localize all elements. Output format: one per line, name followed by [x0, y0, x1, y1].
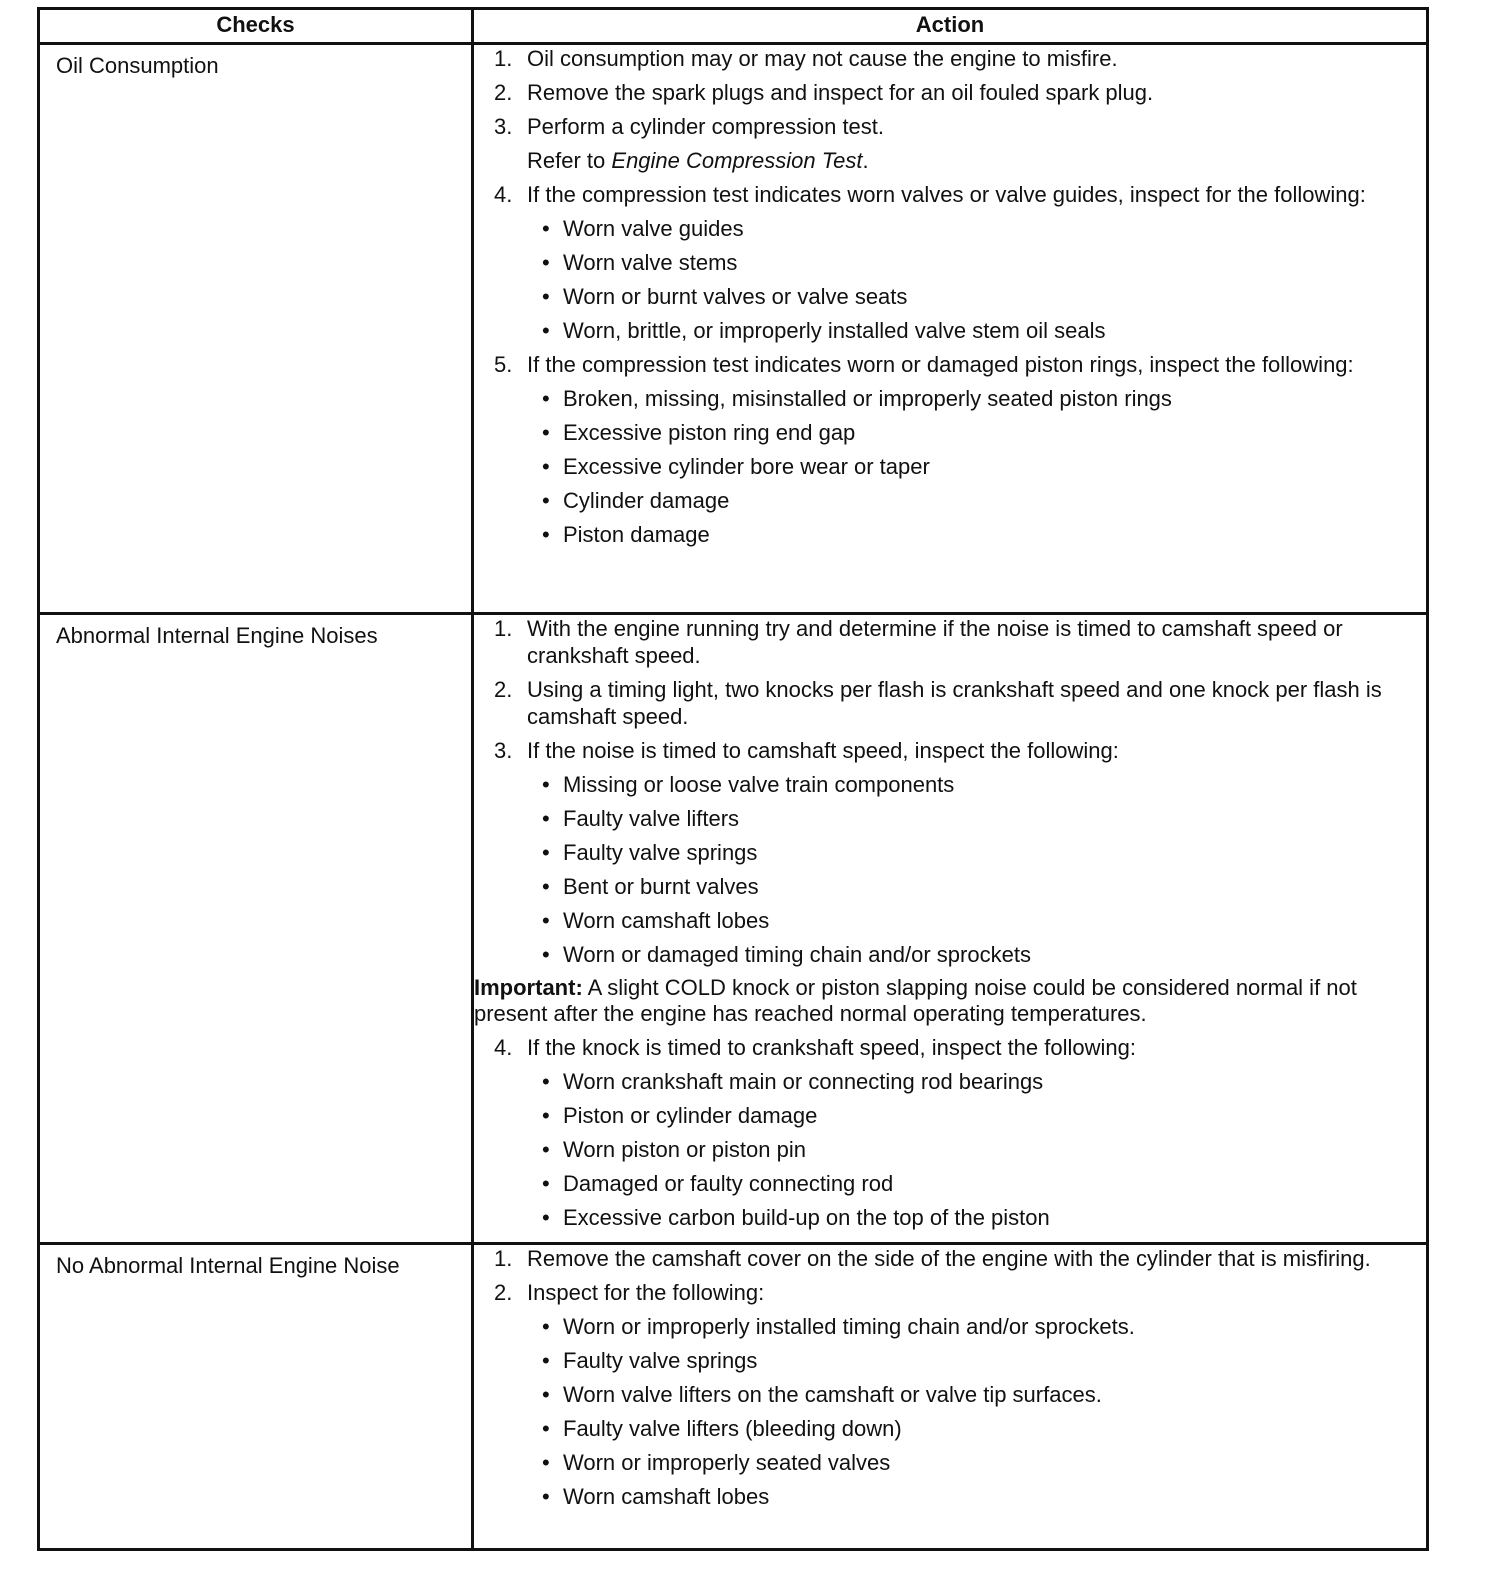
bullet-text: Missing or loose valve train components: [563, 772, 955, 797]
bullet-text: Worn or burnt valves or valve seats: [563, 284, 908, 309]
bullet-item: [474, 249, 1426, 276]
step-number: 4.: [494, 182, 513, 207]
bullet-icon: •: [542, 488, 550, 513]
bullet-icon: •: [542, 522, 550, 547]
bullet-icon: •: [542, 1484, 550, 1509]
bullet-icon: •: [542, 942, 550, 967]
step-text: If the noise is timed to camshaft speed, inspect the following:: [527, 738, 1119, 763]
check-cell: [39, 614, 473, 1244]
bullet-text: Worn valve lifters on the camshaft or valve tip surfaces.: [563, 1382, 1102, 1407]
action-step: [474, 676, 1426, 730]
step-text: If the knock is timed to crankshaft speed, inspect the following:: [527, 1035, 1136, 1060]
bullet-icon: •: [542, 284, 550, 309]
bullet-icon: •: [542, 250, 550, 275]
bullet-item: [474, 453, 1426, 480]
bullet-icon: •: [542, 806, 550, 831]
bullet-icon: •: [542, 1382, 550, 1407]
bullet-text: Worn, brittle, or improperly installed valve stem oil seals: [563, 318, 1106, 343]
action-step: [474, 1034, 1426, 1061]
important-note: [474, 975, 1426, 1027]
bullet-item: [474, 907, 1426, 934]
bullet-item: [474, 1381, 1426, 1408]
bullet-icon: •: [542, 908, 550, 933]
refer-procedure-name: Engine Compression Test: [611, 148, 863, 173]
bullet-icon: •: [542, 1314, 550, 1339]
refer-prefix: Refer to: [527, 148, 606, 173]
bullet-item: [474, 1170, 1426, 1197]
bullet-item: [474, 521, 1426, 548]
bullet-icon: •: [542, 454, 550, 479]
bullet-text: Broken, missing, misinstalled or improperly seated piston rings: [563, 386, 1172, 411]
important-text: A slight COLD knock or piston slapping noise could be considered normal if not present after the engine has reached normal operating temperatures.: [474, 975, 1357, 1026]
step-text: With the engine running try and determine if the noise is timed to camshaft speed or crankshaft speed.: [527, 616, 1343, 668]
bullet-icon: •: [542, 1171, 550, 1196]
bullet-item: [474, 941, 1426, 968]
step-number: 1.: [494, 46, 513, 71]
table-header-row: [39, 9, 1428, 44]
action-step: [474, 615, 1426, 669]
bullet-icon: •: [542, 1103, 550, 1128]
bullet-text: Bent or burnt valves: [563, 874, 759, 899]
header-action: Action: [473, 9, 1428, 44]
bullet-icon: •: [542, 1416, 550, 1441]
check-label: No Abnormal Internal Engine Noise: [56, 1253, 400, 1278]
step-number: 3.: [494, 114, 513, 139]
bullet-text: Worn camshaft lobes: [563, 908, 770, 933]
action-step: [474, 351, 1426, 378]
bullet-item: [474, 215, 1426, 242]
step-text: Inspect for the following:: [527, 1280, 765, 1305]
bullet-text: Worn valve stems: [563, 250, 738, 275]
bullet-text: Piston or cylinder damage: [563, 1103, 818, 1128]
bullet-text: Faulty valve springs: [563, 840, 758, 865]
bullet-item: [474, 805, 1426, 832]
bullet-icon: •: [542, 874, 550, 899]
action-step: [474, 45, 1426, 72]
step-number: 3.: [494, 738, 513, 763]
step-number: 2.: [494, 677, 513, 702]
bullet-item: [474, 419, 1426, 446]
bullet-text: Worn piston or piston pin: [563, 1137, 806, 1162]
important-label: Important:: [474, 975, 583, 1000]
bullet-icon: •: [542, 420, 550, 445]
refer-line: [474, 147, 1426, 174]
bullet-text: Faulty valve lifters: [563, 806, 740, 831]
table-row: [39, 614, 1428, 1244]
header-checks: Checks: [39, 9, 473, 44]
step-text: Perform a cylinder compression test.: [527, 114, 885, 139]
action-step: [474, 181, 1426, 208]
check-label: Oil Consumption: [56, 53, 219, 78]
bullet-item: [474, 1449, 1426, 1476]
bullet-text: Worn camshaft lobes: [563, 1484, 770, 1509]
bullet-item: [474, 771, 1426, 798]
checks-action-table: [37, 7, 1429, 1551]
step-number: 2.: [494, 1280, 513, 1305]
action-step: [474, 79, 1426, 106]
action-step: [474, 113, 1426, 140]
step-text: Using a timing light, two knocks per flash is crankshaft speed and one knock per flash is camshaft speed.: [527, 677, 1382, 729]
step-number: 4.: [494, 1035, 513, 1060]
table-row: [39, 44, 1428, 614]
bullet-text: Damaged or faulty connecting rod: [563, 1171, 894, 1196]
bullet-item: [474, 1313, 1426, 1340]
bullet-icon: •: [542, 386, 550, 411]
bullet-icon: •: [542, 1450, 550, 1475]
bullet-text: Worn crankshaft main or connecting rod bearings: [563, 1069, 1044, 1094]
action-cell: [473, 44, 1428, 614]
bullet-icon: •: [542, 1348, 550, 1373]
bullet-text: Piston damage: [563, 522, 710, 547]
check-cell: [39, 1244, 473, 1550]
step-text: If the compression test indicates worn valves or valve guides, inspect for the following:: [527, 182, 1366, 207]
action-cell: [473, 614, 1428, 1244]
action-cell: [473, 1244, 1428, 1550]
bullet-icon: •: [542, 318, 550, 343]
bullet-item: [474, 839, 1426, 866]
refer-suffix: .: [862, 148, 869, 173]
bullet-icon: •: [542, 840, 550, 865]
bullet-item: [474, 1068, 1426, 1095]
bullet-text: Worn valve guides: [563, 216, 744, 241]
action-step: [474, 737, 1426, 764]
step-number: 1.: [494, 616, 513, 641]
table-row: [39, 1244, 1428, 1550]
bullet-text: Worn or improperly installed timing chain and/or sprockets.: [563, 1314, 1135, 1339]
bullet-text: Cylinder damage: [563, 488, 730, 513]
bullet-icon: •: [542, 1137, 550, 1162]
bullet-text: Worn or improperly seated valves: [563, 1450, 891, 1475]
bullet-icon: •: [542, 1205, 550, 1230]
bullet-text: Faulty valve lifters (bleeding down): [563, 1416, 902, 1441]
bullet-text: Excessive cylinder bore wear or taper: [563, 454, 930, 479]
check-cell: [39, 44, 473, 614]
bullet-item: [474, 1415, 1426, 1442]
step-text: If the compression test indicates worn or damaged piston rings, inspect the following:: [527, 352, 1354, 377]
step-number: 1.: [494, 1246, 513, 1271]
step-number: 2.: [494, 80, 513, 105]
bullet-item: [474, 487, 1426, 514]
bullet-text: Faulty valve springs: [563, 1348, 758, 1373]
action-step: [474, 1245, 1426, 1272]
bullet-item: [474, 317, 1426, 344]
bullet-item: [474, 873, 1426, 900]
bullet-item: [474, 1483, 1426, 1510]
bullet-item: [474, 1136, 1426, 1163]
step-text: Remove the spark plugs and inspect for an oil fouled spark plug.: [527, 80, 1154, 105]
step-text: Oil consumption may or may not cause the engine to misfire.: [527, 46, 1118, 71]
action-step: [474, 1279, 1426, 1306]
bullet-item: [474, 1347, 1426, 1374]
bullet-item: [474, 385, 1426, 412]
check-label: Abnormal Internal Engine Noises: [56, 623, 378, 648]
bullet-item: [474, 283, 1426, 310]
bullet-text: Worn or damaged timing chain and/or sprockets: [563, 942, 1031, 967]
bullet-icon: •: [542, 216, 550, 241]
step-text: Remove the camshaft cover on the side of the engine with the cylinder that is misfiring.: [527, 1246, 1371, 1271]
bullet-text: Excessive carbon build-up on the top of the piston: [563, 1205, 1050, 1230]
bullet-text: Excessive piston ring end gap: [563, 420, 856, 445]
bullet-icon: •: [542, 1069, 550, 1094]
bullet-icon: •: [542, 772, 550, 797]
bullet-item: [474, 1204, 1426, 1231]
bullet-item: [474, 1102, 1426, 1129]
step-number: 5.: [494, 352, 513, 377]
